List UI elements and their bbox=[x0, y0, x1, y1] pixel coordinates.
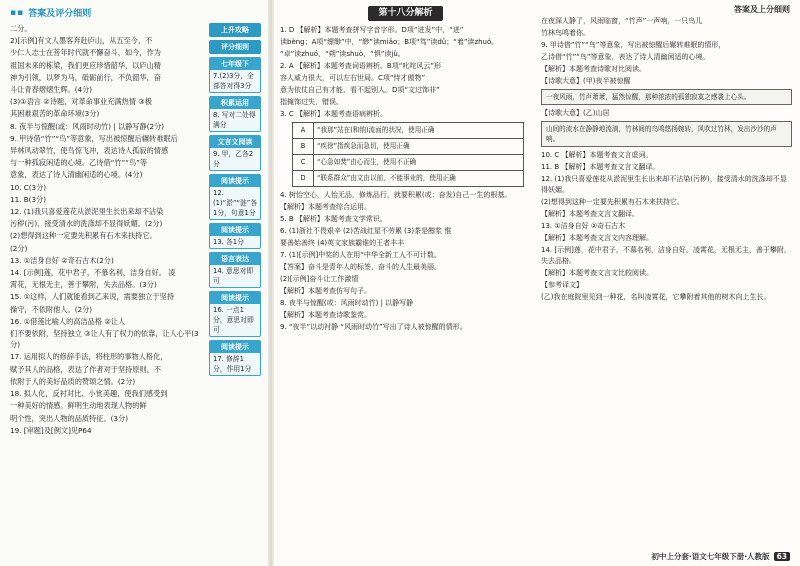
answer-line: 19. [审题]及[例文]见P64 bbox=[10, 425, 92, 435]
answer-line: “卓”读zhuó，“朔”读shuò，“惧”读jù。 bbox=[280, 50, 405, 58]
sidebar-box bbox=[209, 174, 261, 220]
answer-line: 17. 运用拟人的修辞手法，将柱形的事物人格化， bbox=[10, 352, 168, 362]
left-header-title: 答案及评分细则 bbox=[28, 9, 92, 19]
sidebar-box-body: 12.(1)“淤”“涟”各1分，句意1分 bbox=[213, 189, 258, 217]
answer-line: 18. 拟人化，反衬对比、小赏美趣，使我们感受到 bbox=[10, 389, 168, 399]
poem-translation-box: 一夜风雨，竹声萧萧，猛然惊醒，那种浓浓的孤独寂寞之感袭上心头。 bbox=[541, 89, 792, 105]
option-key: D bbox=[293, 171, 314, 187]
answer-line: 斗让青春熠熠生辉。(4分) bbox=[10, 85, 93, 95]
answer-line: 意象，表达了诗人清幽闲适的心境。(4分) bbox=[10, 170, 143, 180]
sidebar-box-title: 文言文阅读 bbox=[210, 136, 260, 148]
answer-line: 14. [示例]莲，花中君子，不慕名利，洁身自好。 凌 bbox=[10, 268, 176, 278]
sidebar-box-body: 17. 修辞1分，作用1分 bbox=[213, 355, 252, 373]
sidebar-box-title: 语言表达 bbox=[210, 253, 260, 265]
answer-line: 2)[示例]有文人墨客奔赴庐山，从五至今，不 bbox=[10, 36, 153, 46]
answer-line: (乙)我在庭院里见到一种花，名叫凌霄花，它攀附着其他的树木向上生长。 bbox=[541, 293, 771, 301]
option-row bbox=[293, 123, 524, 139]
answer-line: 4. 树怡空心，人怡无品，修炼品行，就要积累(或：奋发)自己一生的根基。 bbox=[280, 191, 512, 199]
right-column-2 bbox=[541, 6, 792, 334]
answer-line: (2分) bbox=[10, 243, 28, 253]
answer-line: 6. (1)浙社不畏艰辛 (2)苦战红星不劳累 (3)茶是醇浆 惟 bbox=[280, 227, 452, 235]
answer-line: 13. ①洁身自好 ②奇石古木 bbox=[541, 222, 626, 230]
poem-translation-box-2: 山间的流水在静静地流淌，竹林间的鸟鸣悠扬婉转，风吹过竹林，发出沙沙的声响。 bbox=[541, 121, 792, 147]
answer-line: 5. B 【解析】本题考查文学常识。 bbox=[280, 215, 387, 223]
right-page bbox=[270, 0, 800, 566]
sidebar-box-body: 16. 一点1分，意思对即可 bbox=[213, 306, 254, 334]
answer-line: 10. C 【解析】本题考查文言虚词。 bbox=[541, 151, 653, 159]
sidebar-box-title: 阅读提示 bbox=[210, 224, 260, 236]
option-text: “疾徐”指疾急而急切，使用正确 bbox=[314, 139, 524, 155]
answer-line: 9. 甲诗借“竹”“鸟”等意象，写出被惊醒后辗转难眠的情形， bbox=[541, 41, 726, 49]
sidebar-badge: 上升攻略 bbox=[209, 23, 261, 37]
right-columns bbox=[280, 6, 792, 334]
answer-line: 要善始善终 (4)英文家族霸谁的王者丰丰 bbox=[280, 239, 405, 247]
right-header-title: 答案及上分细则 bbox=[734, 5, 790, 14]
right-column-1 bbox=[280, 6, 531, 334]
answer-line: 15. ①这样，人们就能看到乙来说，需要独立于坚持 bbox=[10, 292, 174, 302]
answer-line: 指掩饰过失，错误。 bbox=[280, 98, 343, 106]
option-row bbox=[293, 139, 524, 155]
answer-line: 2. A 【解析】本题考查词语辨析。B项“叱咤风云”形 bbox=[280, 62, 441, 70]
answer-line: 神为引领，以梦为马，砥砺前行，不负韶华，奋 bbox=[10, 72, 161, 82]
option-text: “我那”站在(和纳)流面的状况，使用正确 bbox=[314, 123, 524, 139]
answer-line: 祖国未来的栋梁，我们更应珍惜韶华，以庐山精 bbox=[10, 60, 161, 70]
answer-line: 操守，不依附他人。(2分) bbox=[10, 304, 93, 314]
answer-line: 异林风动翠竹，使鸟惊飞冲，表达诗人孤寂的情感 bbox=[10, 146, 169, 156]
answer-line: 【解析】本题考查综合运用。 bbox=[280, 203, 371, 211]
sidebar-box-title: 积累运用 bbox=[210, 97, 260, 109]
sidebar-box-title: 阅读提示 bbox=[210, 175, 260, 187]
sidebar-box-body: 8. 写对二处得满分 bbox=[213, 111, 256, 129]
left-sidebar bbox=[209, 23, 261, 437]
option-key: B bbox=[293, 139, 314, 155]
answer-line: 10. C(3分) bbox=[10, 182, 47, 192]
answer-line: 8. 夜半与惊醒(或：风雨时动竹) | 以静写静 bbox=[280, 299, 414, 307]
section-title-label: 第十八分解析 bbox=[368, 6, 442, 21]
answer-line: 1. D 【解析】本题考查拼写字音字形。D项“迸发”中，“迸” bbox=[280, 26, 464, 34]
answer-line: 14. [示例]莲，花中君子，不慕名利，洁身自好。凌霄花，无根无主，善于攀附，失去品格。 bbox=[541, 246, 791, 265]
answer-line: 3. C 【解析】本题考查语病辨析。 bbox=[280, 110, 388, 118]
answer-line: (2)[示例]奋斗让工作激情 bbox=[280, 275, 359, 283]
answer-line: 其困难艰苦的革命环境(3分) bbox=[10, 109, 100, 119]
answer-line: (3)①语言 ②诗题，对革命事业充满热情 ③极 bbox=[10, 97, 152, 107]
answer-line: 【解析】本题考查仿写句子。 bbox=[280, 287, 371, 295]
answer-line: 明个性，突出人物的品质特征。(3分) bbox=[10, 413, 128, 423]
sidebar-box-title: 阅读提示 bbox=[210, 341, 260, 353]
sidebar-box bbox=[209, 57, 261, 93]
option-text: “联系群众”由文由以前，不能事业的，使用正确 bbox=[314, 171, 524, 187]
answer-line: 7. (1)[示例]中奖的人在用“中华全新工人不可计数。 bbox=[280, 251, 441, 259]
answer-line: 8. 夜半与惊醒(或：风雨时动竹) | 以静写静(2分) bbox=[10, 121, 165, 131]
footer-title: 初中上分套·语文七年级下册·人教版 bbox=[651, 552, 770, 561]
answer-line: 16. ①借莲比喻人的高洁品格 ②让人 bbox=[10, 316, 126, 326]
left-page bbox=[0, 0, 270, 566]
answer-line: 依附于人的美好品质的赞颂之情。(2分) bbox=[10, 376, 136, 386]
answer-line: 与一种孤寂闲适的心境。乙诗借“竹”“鸟”等 bbox=[10, 158, 148, 168]
sidebar-box-body: 9. 甲，乙各2分 bbox=[213, 150, 254, 168]
option-row bbox=[293, 155, 524, 171]
answer-line: 【诗歌大意】(乙)山居 bbox=[541, 109, 610, 117]
answer-line: 赋予其人的品格，表达了作者对于坚持原则，不 bbox=[10, 364, 161, 374]
answer-line: 二分。 bbox=[10, 24, 32, 33]
sidebar-box-body: 14. 意思对即可 bbox=[213, 267, 254, 285]
answer-line: 乙诗借“竹”“鸟”等意象，表达了诗人清幽闲适的心境。 bbox=[541, 53, 710, 61]
answer-line: 【解析】本题考查诗歌鉴赏。 bbox=[280, 311, 371, 319]
answer-line: (2)想得到这种一定要先积累有石木来扶持它。 bbox=[10, 231, 157, 241]
sidebar-box-body: 7.(2)3分，全部答对得3分 bbox=[213, 72, 254, 90]
answer-line: 读bèng；A项“缥缈”中，“缈”读miǎo；B项“笃”读dǔ；“着”读zhuó。 bbox=[280, 38, 499, 46]
sidebar-box bbox=[209, 223, 261, 249]
right-header bbox=[734, 4, 790, 15]
answer-line: 11. B 【解析】本题考查文言文翻译。 bbox=[541, 163, 660, 171]
sidebar-box-title: 阅读提示 bbox=[210, 292, 260, 304]
answer-line: 一种美好的情感。鲜明生动地表现人物的鲜 bbox=[10, 401, 147, 411]
sidebar-box bbox=[209, 252, 261, 288]
answer-line: 霄花，无根无主，善于攀附，失去品格。(3分) bbox=[10, 280, 157, 290]
answer-line: 13. ①洁身自好 ②奇石古木(2分) bbox=[10, 255, 114, 265]
answer-line: (2)想得到这种一定要先积累有石木来扶持它。 bbox=[541, 198, 684, 206]
page-footer bbox=[651, 551, 790, 562]
answer-line: 【参考译文】 bbox=[541, 281, 583, 289]
page-number: 63 bbox=[774, 552, 790, 561]
answer-line: 【答案】奋斗是青年人的标签，奋斗的人生最美丽。 bbox=[280, 263, 441, 271]
answer-line: 12. (1)我只喜爱莲花从淤泥里生长出来却不沾染(污秽)，接受清水的洗涤却不显得妖媚。 bbox=[541, 175, 787, 194]
answer-line: 【解析】本题考查文言文比较阅读。 bbox=[541, 269, 653, 277]
sidebar-box-title: 七年级下 bbox=[210, 58, 260, 70]
section-title bbox=[280, 6, 531, 21]
answer-line: 11. B(3分) bbox=[10, 194, 47, 204]
answer-line: 【解析】本题考查诗歌对比阅读。 bbox=[541, 65, 646, 73]
answer-line: 们不要依附，坚持独立 ③让人有了权力的依靠，让人心平(3分) bbox=[10, 329, 199, 350]
answer-line: 少仁人志士在菩年时代就不懈奋斗，如今，作为 bbox=[10, 48, 161, 58]
answer-line: 竹林鸟鸣着你。 bbox=[541, 29, 590, 37]
answer-line: 在夜深人静了，风雨临窗，“竹声”一声响，一只鸟儿 bbox=[541, 17, 703, 25]
option-key: A bbox=[293, 123, 314, 139]
answer-line: 【解析】本题考查文言文内容理解。 bbox=[541, 234, 653, 242]
header-dots: ▪▪ bbox=[10, 7, 25, 18]
option-table bbox=[292, 122, 524, 187]
answer-line: 9. 甲诗借“竹”“鸟”等意象，写出被惊醒后辗转难眠后 bbox=[10, 133, 178, 143]
answer-line: 意为依仗自己有才能，看不起别人。D项“文过饰非” bbox=[280, 86, 440, 94]
answer-line: 污秽(污)，接受清水的洗涤却不显得妖媚。(2分) bbox=[10, 219, 163, 229]
option-text: “心急如焚”由心而生，使用不正确 bbox=[314, 155, 524, 171]
left-answer-text bbox=[10, 23, 203, 437]
sidebar-box bbox=[209, 135, 261, 171]
answer-line: 9. “夜半”以动衬静 “风雨时动竹”写出了诗人被惊醒的情形。 bbox=[280, 323, 467, 331]
answer-line: 12. (1)我只喜爱莲花从淤泥里生长出来却不沾染 bbox=[10, 207, 164, 217]
sidebar-box bbox=[209, 340, 261, 376]
sidebar-badge-2: 评分细则 bbox=[209, 40, 261, 54]
sidebar-box bbox=[209, 96, 261, 132]
sidebar-box bbox=[209, 291, 261, 337]
option-key: C bbox=[293, 155, 314, 171]
answer-line: 容人威力很大，可以左右世局。C项“恃才傲物” bbox=[280, 74, 426, 82]
sidebar-box-body: 13. 各1分 bbox=[213, 238, 244, 246]
option-row bbox=[293, 171, 524, 187]
left-header bbox=[10, 6, 261, 19]
left-columns bbox=[10, 23, 261, 437]
answer-line: 【诗歌大意】(甲)夜半被惊醒 bbox=[541, 77, 631, 85]
answer-line: 【解析】本题考查文言文翻译。 bbox=[541, 210, 639, 218]
